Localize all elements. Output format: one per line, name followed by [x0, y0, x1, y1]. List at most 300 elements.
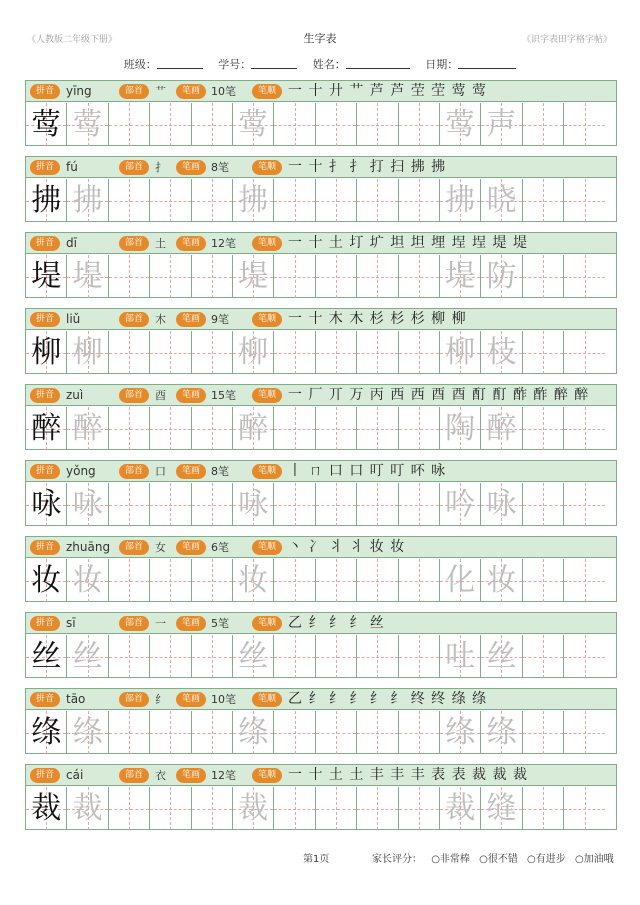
grid-cell[interactable] — [440, 407, 481, 450]
grid-cell[interactable] — [67, 255, 108, 298]
character-row — [25, 80, 617, 146]
practice-grid — [26, 559, 616, 602]
rating-option-keep-going[interactable]: ○加油哦 — [574, 854, 614, 865]
model-character: 莺 — [31, 107, 62, 142]
trace-character: 拂 — [238, 183, 269, 218]
grid-cell[interactable] — [233, 787, 274, 830]
rating-option-excellent[interactable]: ○非常棒 — [431, 854, 470, 865]
character-row — [25, 536, 617, 602]
trace-character: 堤 — [238, 259, 269, 294]
grid-cell[interactable] — [274, 255, 315, 298]
practice-grid — [26, 483, 616, 526]
model-character: 妆 — [31, 563, 62, 598]
trace-character: 缝 — [486, 791, 517, 826]
grid-cell[interactable] — [357, 331, 398, 374]
radical-value: 酉 — [155, 389, 166, 402]
info-band — [26, 537, 616, 558]
grid-cell[interactable] — [564, 635, 605, 678]
grid-cell[interactable] — [67, 331, 108, 374]
grid-cell[interactable] — [399, 559, 440, 602]
info-band — [26, 613, 616, 634]
radical-tag: 部首 — [119, 464, 149, 479]
grid-cell[interactable] — [481, 635, 522, 678]
textbook-label: 《人教版二年级下册》 — [27, 35, 118, 45]
name-label: 姓名： — [312, 58, 346, 71]
pinyin-value: liǔ — [66, 312, 81, 326]
grid-cell[interactable] — [26, 787, 67, 830]
stroke-order-value: 一 十 廾 艹 芦 芦 茔 茔 莺 莺 — [288, 83, 488, 99]
pinyin-tag: 拼音 — [30, 540, 60, 555]
strokes-value: 15笔 — [211, 389, 236, 402]
grid-cell[interactable] — [316, 255, 357, 298]
grid-cell[interactable] — [316, 179, 357, 222]
grid-cell[interactable] — [564, 711, 605, 754]
pinyin-tag: 拼音 — [30, 692, 60, 707]
grid-cell[interactable] — [150, 787, 191, 830]
trace-character: 裁 — [445, 791, 476, 826]
grid-cell[interactable] — [109, 787, 150, 830]
number-blank[interactable] — [251, 59, 297, 69]
strokes-tag: 笔画 — [176, 388, 206, 403]
trace-character: 咏 — [486, 487, 517, 522]
grid-cell[interactable] — [481, 179, 522, 222]
grid-cell[interactable] — [440, 103, 481, 146]
stroke-order-value: 一 十 扌 扌 打 扫 拂 拂 — [288, 159, 447, 175]
grid-cell[interactable] — [564, 407, 605, 450]
grid-cell[interactable] — [150, 407, 191, 450]
pinyin-value: dī — [66, 236, 77, 250]
date-field[interactable] — [425, 56, 516, 72]
grid-cell[interactable] — [481, 331, 522, 374]
grid-cell[interactable] — [192, 407, 233, 450]
grid-cell[interactable] — [150, 103, 191, 146]
trace-character: 化 — [445, 563, 476, 598]
trace-character: 柳 — [445, 335, 476, 370]
grid-cell[interactable] — [67, 179, 108, 222]
grid-cell[interactable] — [316, 711, 357, 754]
info-band — [26, 385, 616, 406]
grid-cell[interactable] — [316, 483, 357, 526]
strokes-value: 10笔 — [211, 85, 236, 98]
grid-cell[interactable] — [316, 559, 357, 602]
info-band — [26, 461, 616, 482]
grid-cell[interactable] — [440, 559, 481, 602]
stroke-order-tag: 笔顺 — [252, 236, 282, 251]
grid-cell[interactable] — [109, 635, 150, 678]
grid-cell[interactable] — [67, 711, 108, 754]
grid-cell[interactable] — [523, 559, 564, 602]
grid-cell[interactable] — [399, 483, 440, 526]
grid-cell[interactable] — [233, 483, 274, 526]
grid-cell[interactable] — [564, 103, 605, 146]
grid-cell[interactable] — [192, 331, 233, 374]
grid-cell[interactable] — [67, 787, 108, 830]
strokes-value: 6笔 — [211, 541, 229, 554]
grid-cell[interactable] — [316, 331, 357, 374]
pinyin-tag: 拼音 — [30, 312, 60, 327]
trace-character: 柳 — [72, 335, 103, 370]
pinyin-tag: 拼音 — [30, 768, 60, 783]
strokes-value: 9笔 — [211, 313, 229, 326]
grid-cell[interactable] — [481, 483, 522, 526]
grid-cell[interactable] — [109, 483, 150, 526]
info-band — [26, 157, 616, 178]
stroke-order-value: 乙 纟 纟 纟 纟 纟 终 终 绦 绦 — [288, 691, 488, 707]
grid-cell[interactable] — [357, 559, 398, 602]
trace-character: 声 — [486, 107, 517, 142]
trace-character: 丝 — [72, 639, 103, 674]
grid-cell[interactable] — [109, 711, 150, 754]
info-band — [26, 81, 616, 102]
strokes-tag: 笔画 — [176, 84, 206, 99]
class-blank[interactable] — [157, 59, 203, 69]
grid-cell[interactable] — [564, 255, 605, 298]
trace-character: 丝 — [486, 639, 517, 674]
character-row — [25, 612, 617, 678]
practice-grid — [26, 711, 616, 754]
strokes-tag: 笔画 — [176, 464, 206, 479]
model-character: 拂 — [31, 183, 62, 218]
trace-character: 吟 — [445, 487, 476, 522]
grid-cell[interactable] — [440, 331, 481, 374]
character-rows — [25, 80, 617, 840]
radical-tag: 部首 — [119, 540, 149, 555]
grid-cell[interactable] — [274, 179, 315, 222]
trace-character: 妆 — [72, 563, 103, 598]
trace-character: 莺 — [445, 107, 476, 142]
radical-value: 纟 — [155, 693, 166, 706]
strokes-value: 5笔 — [211, 617, 229, 630]
grid-cell[interactable] — [523, 331, 564, 374]
grid-cell[interactable] — [26, 559, 67, 602]
radical-value: 口 — [155, 465, 166, 478]
trace-character: 绦 — [72, 715, 103, 750]
grid-cell[interactable] — [440, 255, 481, 298]
grid-cell[interactable] — [481, 103, 522, 146]
grid-cell[interactable] — [399, 179, 440, 222]
character-row — [25, 156, 617, 222]
grid-cell[interactable] — [523, 711, 564, 754]
stroke-order-value: 一 十 土 圢 圹 坦 坦 埋 埕 埕 堤 堤 — [288, 235, 528, 251]
grid-cell[interactable] — [357, 483, 398, 526]
grid-cell[interactable] — [523, 635, 564, 678]
trace-character: 堤 — [72, 259, 103, 294]
grid-cell[interactable] — [233, 559, 274, 602]
strokes-value: 8笔 — [211, 465, 229, 478]
practice-grid — [26, 331, 616, 374]
grid-cell[interactable] — [233, 635, 274, 678]
trace-character: 绦 — [238, 715, 269, 750]
grid-cell[interactable] — [357, 407, 398, 450]
trace-character: 晓 — [486, 183, 517, 218]
trace-character: 丝 — [238, 639, 269, 674]
grid-cell[interactable] — [274, 483, 315, 526]
stroke-order-value: 一 厂 丌 万 丙 西 西 酉 酉 酊 酊 酢 酢 醉 醉 — [288, 387, 590, 403]
grid-cell[interactable] — [233, 331, 274, 374]
grid-cell[interactable] — [399, 635, 440, 678]
grid-cell[interactable] — [564, 787, 605, 830]
strokes-tag: 笔画 — [176, 616, 206, 631]
stroke-order-tag: 笔顺 — [252, 540, 282, 555]
stroke-order-tag: 笔顺 — [252, 464, 282, 479]
grid-cell[interactable] — [399, 407, 440, 450]
practice-grid — [26, 787, 616, 830]
model-character: 绦 — [31, 715, 62, 750]
grid-cell[interactable] — [150, 635, 191, 678]
strokes-tag: 笔画 — [176, 768, 206, 783]
grid-cell[interactable] — [150, 331, 191, 374]
grid-cell[interactable] — [109, 179, 150, 222]
pinyin-value: yīng — [66, 84, 92, 98]
trace-character: 莺 — [72, 107, 103, 142]
grid-cell[interactable] — [26, 483, 67, 526]
grid-cell[interactable] — [109, 331, 150, 374]
grid-cell[interactable] — [357, 711, 398, 754]
grid-cell[interactable] — [564, 559, 605, 602]
radical-tag: 部首 — [119, 616, 149, 631]
grid-cell[interactable] — [523, 407, 564, 450]
radical-tag: 部首 — [119, 236, 149, 251]
name-field[interactable] — [313, 56, 410, 72]
grid-cell[interactable] — [26, 711, 67, 754]
practice-grid — [26, 103, 616, 146]
stroke-order-tag: 笔顺 — [252, 768, 282, 783]
info-band — [26, 233, 616, 254]
radical-value: 艹 — [155, 85, 166, 98]
page-header — [0, 30, 640, 46]
workbook-label: 《识字表田字格字帖》 — [521, 35, 612, 45]
date-blank[interactable] — [458, 59, 516, 69]
grid-cell[interactable] — [67, 103, 108, 146]
trace-character: 拂 — [72, 183, 103, 218]
grid-cell[interactable] — [67, 559, 108, 602]
pinyin-value: zuì — [66, 388, 84, 402]
practice-grid — [26, 179, 616, 222]
grid-cell[interactable] — [523, 179, 564, 222]
trace-character: 莺 — [238, 107, 269, 142]
grid-cell[interactable] — [109, 559, 150, 602]
grid-cell[interactable] — [357, 103, 398, 146]
radical-value: 土 — [155, 237, 166, 250]
class-label: 班级： — [123, 58, 157, 71]
pinyin-value: tāo — [66, 692, 86, 706]
grid-cell[interactable] — [233, 711, 274, 754]
stroke-order-tag: 笔顺 — [252, 388, 282, 403]
grid-cell[interactable] — [357, 635, 398, 678]
grid-cell[interactable] — [274, 787, 315, 830]
grid-cell[interactable] — [274, 635, 315, 678]
grid-cell[interactable] — [192, 483, 233, 526]
grid-cell[interactable] — [399, 711, 440, 754]
trace-character: 咏 — [72, 487, 103, 522]
grid-cell[interactable] — [523, 787, 564, 830]
stroke-order-value: 乙 纟 纟 纟 丝 — [288, 615, 385, 631]
strokes-value: 12笔 — [211, 237, 236, 250]
grid-cell[interactable] — [316, 407, 357, 450]
trace-character: 防 — [486, 259, 517, 294]
grid-cell[interactable] — [523, 103, 564, 146]
radical-value: 一 — [155, 617, 166, 630]
class-field[interactable] — [124, 56, 203, 72]
character-row — [25, 232, 617, 298]
grid-cell[interactable] — [440, 635, 481, 678]
trace-character: 绦 — [486, 715, 517, 750]
grid-cell[interactable] — [192, 787, 233, 830]
grid-cell[interactable] — [26, 255, 67, 298]
stroke-order-tag: 笔顺 — [252, 616, 282, 631]
pinyin-tag: 拼音 — [30, 616, 60, 631]
grid-cell[interactable] — [440, 711, 481, 754]
trace-character: 妆 — [486, 563, 517, 598]
grid-cell[interactable] — [192, 635, 233, 678]
pinyin-value: zhuāng — [66, 540, 111, 554]
grid-cell[interactable] — [357, 255, 398, 298]
trace-character: 咏 — [238, 487, 269, 522]
stroke-order-value: 丶 冫 丬 丬 妆 妆 — [288, 539, 406, 555]
info-band — [26, 309, 616, 330]
grid-cell[interactable] — [399, 255, 440, 298]
strokes-tag: 笔画 — [176, 312, 206, 327]
pinyin-tag: 拼音 — [30, 160, 60, 175]
radical-tag: 部首 — [119, 768, 149, 783]
grid-cell[interactable] — [440, 179, 481, 222]
strokes-tag: 笔画 — [176, 236, 206, 251]
number-field[interactable] — [218, 56, 297, 72]
parent-rating — [372, 850, 614, 865]
grid-cell[interactable] — [481, 407, 522, 450]
grid-cell[interactable] — [399, 103, 440, 146]
practice-grid — [26, 407, 616, 450]
character-row — [25, 764, 617, 830]
strokes-value: 10笔 — [211, 693, 236, 706]
grid-cell[interactable] — [564, 331, 605, 374]
grid-cell[interactable] — [523, 483, 564, 526]
grid-cell[interactable] — [150, 179, 191, 222]
grid-cell[interactable] — [357, 787, 398, 830]
number-label: 学号： — [218, 58, 252, 71]
page-title: 生字表 — [303, 32, 337, 45]
stroke-order-value: 一 十 土 土 丰 丰 丰 表 表 裁 裁 裁 — [288, 767, 528, 783]
trace-character: 醉 — [238, 411, 269, 446]
student-info-line — [0, 56, 640, 72]
strokes-tag: 笔画 — [176, 692, 206, 707]
radical-value: 衣 — [155, 769, 166, 782]
name-blank[interactable] — [346, 59, 410, 69]
model-character: 堤 — [31, 259, 62, 294]
character-row — [25, 384, 617, 450]
grid-cell[interactable] — [564, 483, 605, 526]
grid-cell[interactable] — [481, 255, 522, 298]
strokes-value: 8笔 — [211, 161, 229, 174]
grid-cell[interactable] — [26, 331, 67, 374]
grid-cell[interactable] — [523, 255, 564, 298]
stroke-order-tag: 笔顺 — [252, 692, 282, 707]
grid-cell[interactable] — [109, 255, 150, 298]
radical-tag: 部首 — [119, 160, 149, 175]
pinyin-tag: 拼音 — [30, 388, 60, 403]
grid-cell[interactable] — [233, 255, 274, 298]
grid-cell[interactable] — [357, 179, 398, 222]
grid-cell[interactable] — [67, 635, 108, 678]
model-character: 醉 — [31, 411, 62, 446]
rating-option-good[interactable]: ○很不错 — [479, 854, 518, 865]
grid-cell[interactable] — [26, 407, 67, 450]
grid-cell[interactable] — [67, 483, 108, 526]
grid-cell[interactable] — [26, 179, 67, 222]
radical-value: 女 — [155, 541, 166, 554]
grid-cell[interactable] — [481, 787, 522, 830]
radical-tag: 部首 — [119, 84, 149, 99]
grid-cell[interactable] — [150, 559, 191, 602]
stroke-order-tag: 笔顺 — [252, 84, 282, 99]
grid-cell[interactable] — [399, 787, 440, 830]
trace-character: 裁 — [238, 791, 269, 826]
model-character: 丝 — [31, 639, 62, 674]
trace-character: 吐 — [445, 639, 476, 674]
grid-cell[interactable] — [192, 559, 233, 602]
model-character: 柳 — [31, 335, 62, 370]
grid-cell[interactable] — [192, 103, 233, 146]
info-band — [26, 765, 616, 786]
grid-cell[interactable] — [192, 255, 233, 298]
grid-cell[interactable] — [67, 407, 108, 450]
model-character: 裁 — [31, 791, 62, 826]
grid-cell[interactable] — [274, 407, 315, 450]
grid-cell[interactable] — [440, 483, 481, 526]
grid-cell[interactable] — [233, 103, 274, 146]
trace-character: 裁 — [72, 791, 103, 826]
grid-cell[interactable] — [192, 179, 233, 222]
character-row — [25, 308, 617, 374]
pinyin-value: cái — [66, 768, 84, 782]
radical-tag: 部首 — [119, 312, 149, 327]
grid-cell[interactable] — [233, 179, 274, 222]
grid-cell[interactable] — [109, 103, 150, 146]
grid-cell[interactable] — [316, 787, 357, 830]
date-label: 日期： — [425, 58, 459, 71]
grid-cell[interactable] — [192, 711, 233, 754]
character-row — [25, 460, 617, 526]
stroke-order-tag: 笔顺 — [252, 312, 282, 327]
grid-cell[interactable] — [274, 103, 315, 146]
grid-cell[interactable] — [274, 711, 315, 754]
model-character: 咏 — [31, 487, 62, 522]
grid-cell[interactable] — [481, 559, 522, 602]
practice-grid — [26, 635, 616, 678]
grid-cell[interactable] — [481, 711, 522, 754]
pinyin-tag: 拼音 — [30, 464, 60, 479]
grid-cell[interactable] — [274, 331, 315, 374]
grid-cell[interactable] — [150, 255, 191, 298]
grid-cell[interactable] — [26, 635, 67, 678]
grid-cell[interactable] — [26, 103, 67, 146]
grid-cell[interactable] — [440, 787, 481, 830]
grid-cell[interactable] — [233, 407, 274, 450]
grid-cell[interactable] — [150, 483, 191, 526]
stroke-order-value: 一 十 木 木 杉 杉 杉 柳 柳 — [288, 311, 467, 327]
grid-cell[interactable] — [316, 635, 357, 678]
grid-cell[interactable] — [564, 179, 605, 222]
pinyin-tag: 拼音 — [30, 236, 60, 251]
stroke-order-tag: 笔顺 — [252, 160, 282, 175]
rating-option-progress[interactable]: ○有进步 — [527, 854, 566, 865]
grid-cell[interactable] — [399, 331, 440, 374]
grid-cell[interactable] — [150, 711, 191, 754]
grid-cell[interactable] — [274, 559, 315, 602]
grid-cell[interactable] — [316, 103, 357, 146]
grid-cell[interactable] — [109, 407, 150, 450]
trace-character: 醉 — [72, 411, 103, 446]
